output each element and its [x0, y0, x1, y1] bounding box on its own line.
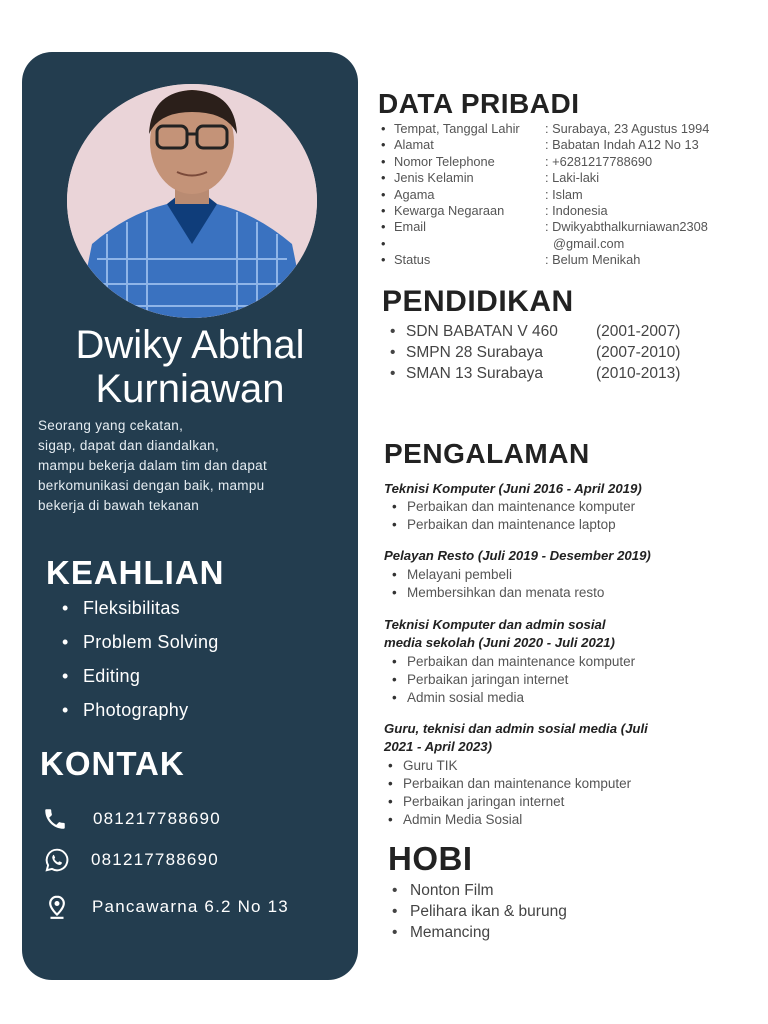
- personal-heading: DATA PRIBADI: [378, 88, 580, 119]
- education-heading: PENDIDIKAN: [382, 285, 574, 318]
- job-duties: [386, 653, 635, 707]
- hobby-item: • Nonton Film: [390, 880, 567, 901]
- bio-line: Seorang yang cekatan,: [38, 418, 184, 433]
- hobby-item: • Memancing: [390, 922, 567, 943]
- job-duties: [386, 498, 635, 534]
- skill-item: • Fleksibilitas: [62, 596, 219, 630]
- contact-phone: [42, 806, 221, 832]
- job-duty: • Melayani pembeli: [386, 566, 604, 584]
- job-duty: • Admin sosial media: [386, 689, 635, 707]
- bio-line: mampu bekerja dalam tim dan dapat: [38, 458, 268, 473]
- personal-value: : +6281217788690: [545, 153, 653, 169]
- job-duty: • Perbaikan dan maintenance komputer: [386, 653, 635, 671]
- hobbies-heading: HOBI: [388, 840, 473, 877]
- school-years: (2001-2007): [596, 323, 681, 340]
- whatsapp-icon: [44, 847, 70, 873]
- job-duties: [382, 757, 631, 829]
- job-duty: • Perbaikan jaringan internet: [386, 671, 635, 689]
- personal-label: Email: [394, 219, 426, 235]
- personal-label: Status: [394, 252, 431, 268]
- personal-value: : Surabaya, 23 Agustus 1994: [545, 121, 710, 136]
- job-duty: • Admin Media Sosial: [382, 811, 631, 829]
- experience-heading: PENGALAMAN: [384, 438, 590, 469]
- bio-line: bekerja di bawah tekanan: [38, 498, 200, 513]
- personal-value: : Belum Menikah: [545, 252, 641, 268]
- school-name: SMPN 28 Surabaya: [406, 344, 543, 361]
- personal-value: : Indonesia: [545, 202, 608, 218]
- skill-item: • Problem Solving: [62, 630, 219, 664]
- personal-label: Jenis Kelamin: [394, 170, 474, 186]
- bio-text: [38, 416, 338, 516]
- job-title: Teknisi Komputer (Juni 2016 - April 2019): [384, 481, 642, 496]
- job-duty: • Perbaikan dan maintenance laptop: [386, 516, 635, 534]
- school-years: (2007-2010): [596, 344, 681, 361]
- school-name: SDN BABATAN V 460: [406, 323, 558, 340]
- bio-line: berkomunikasi dengan baik, mampu: [38, 478, 265, 493]
- contact-whatsapp: [44, 847, 219, 873]
- job-duty: • Perbaikan dan maintenance komputer: [386, 498, 635, 516]
- phone-number: 081217788690: [93, 809, 221, 828]
- job-duty: • Perbaikan dan maintenance komputer: [382, 775, 631, 793]
- personal-label: Alamat: [394, 137, 434, 153]
- personal-value: : Dwikyabthalkurniawan2308: [545, 219, 708, 235]
- personal-label: Nomor Telephone: [394, 153, 495, 169]
- job-title-cont: media sekolah (Juni 2020 - Juli 2021): [384, 635, 615, 650]
- job-title-cont: 2021 - April 2023): [384, 739, 492, 754]
- name-first: Dwiky Abthal: [75, 323, 305, 367]
- job-title: Pelayan Resto (Juli 2019 - Desember 2019): [384, 548, 651, 563]
- address-text: Pancawarna 6.2 No 13: [92, 897, 289, 916]
- name-last: Kurniawan: [95, 367, 285, 411]
- phone-icon: [42, 806, 68, 832]
- personal-value: : Laki-laki: [545, 170, 600, 186]
- hobby-item: • Pelihara ikan & burung: [390, 901, 567, 922]
- job-title: Guru, teknisi dan admin sosial media (Juli: [384, 721, 648, 736]
- profile-photo: [67, 84, 317, 318]
- bio-line: sigap, dapat dan diandalkan,: [38, 438, 220, 453]
- location-pin-icon: [44, 894, 70, 920]
- skill-item: • Editing: [62, 664, 219, 698]
- contact-heading: KONTAK: [40, 745, 185, 782]
- contact-address: [44, 894, 289, 920]
- hobbies-list: [390, 880, 567, 943]
- skills-list: [62, 596, 219, 732]
- job-duty: • Membersihkan dan menata resto: [386, 584, 604, 602]
- skills-heading: KEAHLIAN: [46, 554, 225, 591]
- personal-value: : Babatan Indah A12 No 13: [545, 137, 699, 153]
- job-duties: [386, 566, 604, 602]
- job-title: Teknisi Komputer dan admin sosial: [384, 617, 606, 632]
- person-photo-icon: [67, 84, 317, 318]
- personal-value: : Islam: [545, 186, 583, 202]
- school-years: (2010-2013): [596, 365, 681, 382]
- personal-label: Kewarga Negaraan: [394, 202, 505, 218]
- personal-value: @gmail.com: [553, 235, 625, 251]
- personal-label: Tempat, Tanggal Lahir: [394, 121, 520, 136]
- whatsapp-number: 081217788690: [91, 850, 219, 869]
- skill-item: • Photography: [62, 698, 219, 732]
- personal-label: Agama: [394, 186, 435, 202]
- job-duty: • Guru TIK: [382, 757, 631, 775]
- school-name: SMAN 13 Surabaya: [406, 365, 543, 382]
- job-duty: • Perbaikan jaringan internet: [382, 793, 631, 811]
